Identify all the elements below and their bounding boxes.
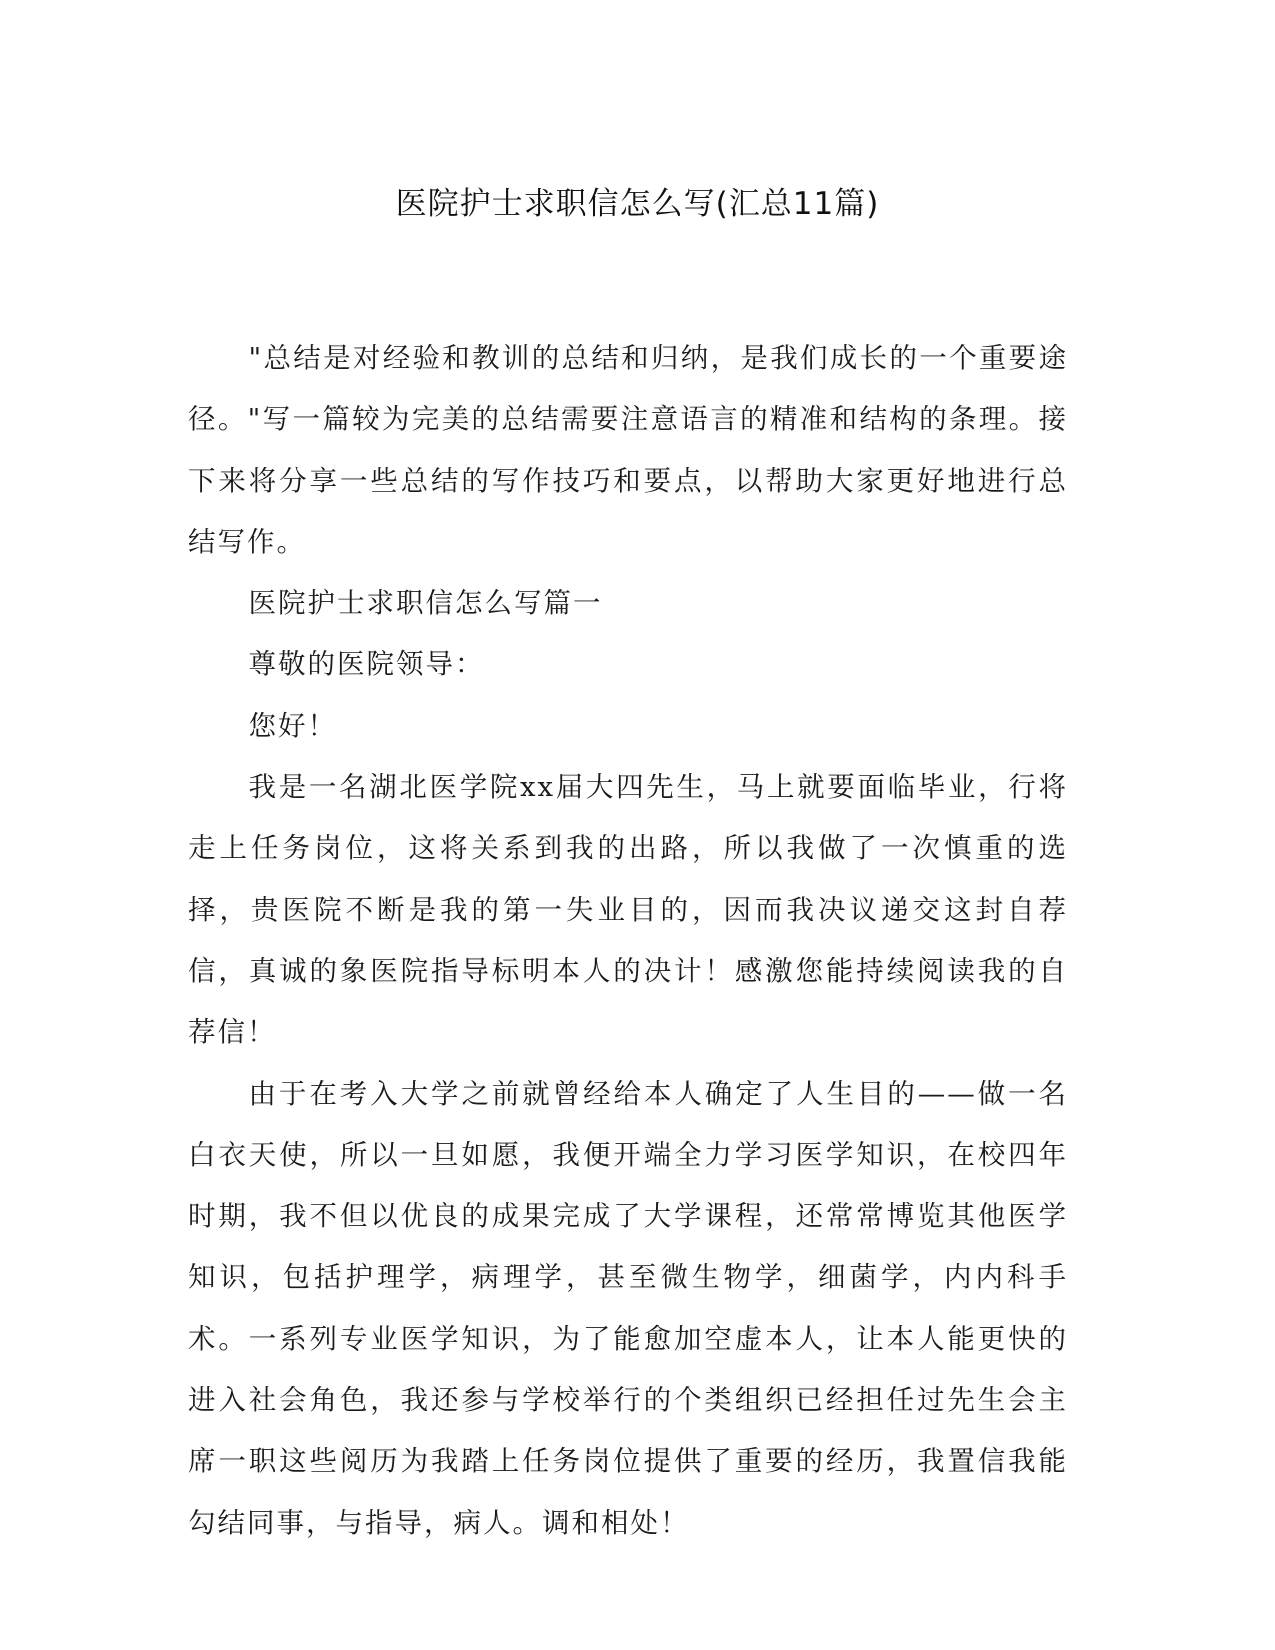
body-paragraph: 我是一名湖北医学院xx届大四先生，马上就要面临毕业，行将走上任务岗位，这将关系到我的出路，所以我做了一次慎重的选择，贵医院不断是我的第一失业目的，因而我决议递交这封自荐信，真诚的象医院指导标明本人的决计！感激您能持续阅读我的自荐信！: [188, 771, 1068, 1049]
document-body: [188, 328, 1068, 1554]
section-heading: 医院护士求职信怎么写篇一: [248, 587, 603, 620]
intro-paragraph: "总结是对经验和教训的总结和归纳，是我们成长的一个重要途径。"写一篇较为完美的总结需要注意语言的精准和结构的条理。接下来将分享一些总结的写作技巧和要点，以帮助大家更好地进行总结写作。: [188, 342, 1068, 558]
document-title: 医院护士求职信怎么写(汇总11篇): [395, 186, 880, 222]
salutation: 尊敬的医院领导：: [248, 648, 485, 681]
greeting: 您好！: [248, 709, 337, 742]
body-paragraph: 由于在考入大学之前就曾经给本人确定了人生目的——做一名白衣天使，所以一旦如愿，我便开端全力学习医学知识，在校四年时期，我不但以优良的成果完成了大学课程，还常常博览其他医学知识，包括护理学，病理学，甚至微生物学，细菌学，内内科手术。一系列专业医学知识，为了能愈加空虚本人，让本人能更快的进入社会角色，我还参与学校举行的个类组织已经担任过先生会主席一职这些阅历为我踏上任务岗位提供了重要的经历，我置信我能勾结同事，与指导，病人。调和相处！: [188, 1077, 1068, 1539]
